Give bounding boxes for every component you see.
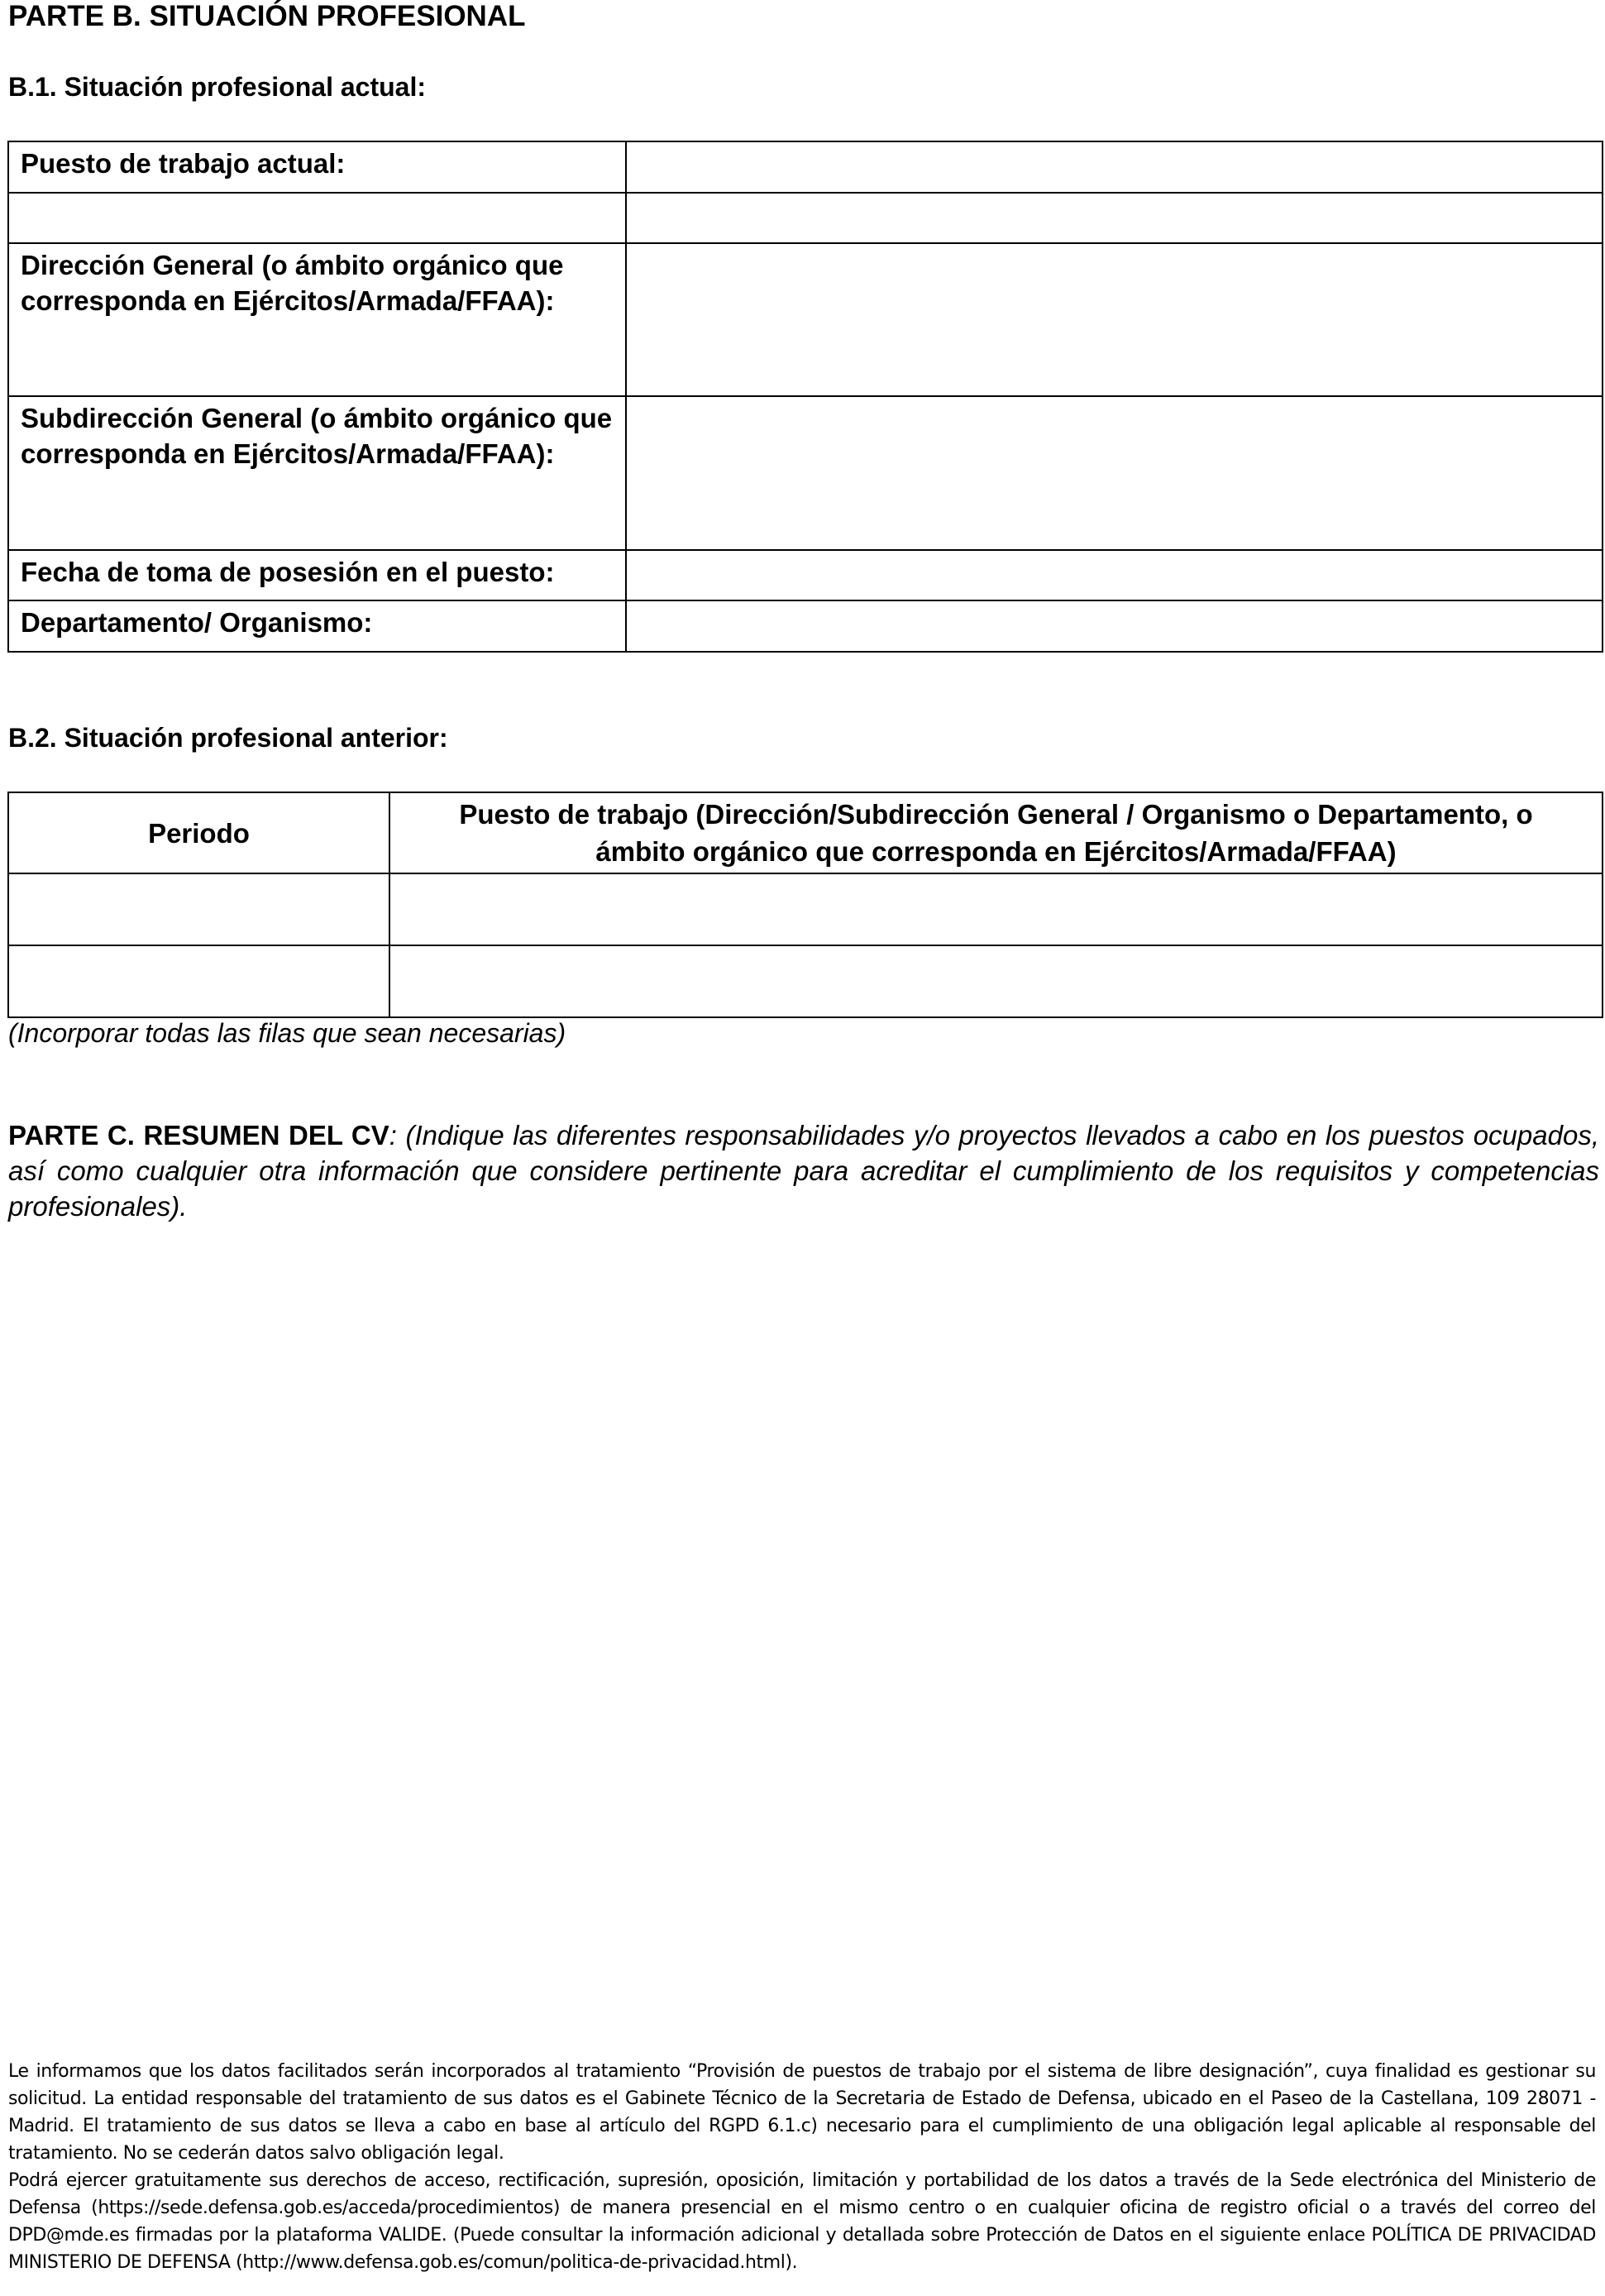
table-row: [8, 243, 1603, 396]
data-protection-notice: [8, 2058, 1596, 2276]
legal-paragraph-1: Le informamos que los datos facilitados serán incorporados al tratamiento “Provisión de puestos de trabajo por el sistema de libre designación”, cuya finalidad es gestionar su solicitud. La entidad responsable del tratamiento de sus datos es el Gabinete Técnico de la Secretaria de Estado de Defensa, ubicado en el Paseo de la Castellana, 109 28071 - Madrid. El tratamiento de sus datos se lleva a cabo en base al artículo del RGPD 6.1.c) necesario para el cumplimiento de una obligación legal aplicable al responsable del tratamiento. No se cederán datos salvo obligación legal.: [8, 2061, 1596, 2164]
general-directorate-field[interactable]: [626, 243, 1603, 396]
table-row: [8, 600, 1603, 652]
legal-paragraph-2: Podrá ejercer gratuitamente sus derechos de acceso, rectificación, supresión, oposición, limitación y portabilidad de los datos a través de la Sede electrónica del Ministerio de Defensa (https://sede.defensa.gob.es/acceda/procedimientos) de manera presencial en el mismo centro o en cualquier oficina de registro oficial o a través del correo del DPD@mde.es firmadas por la plataforma VALIDE. (Puede consultar la información adicional y detallada sobre Protección de Datos en el siguiente enlace POLÍTICA DE PRIVACIDAD MINISTERIO DE DEFENSA (http://www.defensa.gob.es/comun/politica-de-privacidad.html).: [8, 2170, 1596, 2273]
period-field[interactable]: [8, 873, 389, 945]
table-row: [8, 141, 1603, 193]
part-b-title: PARTE B. SITUACIÓN PROFESIONAL: [8, 0, 526, 32]
part-c-block: [8, 1117, 1599, 1224]
table-row: [8, 193, 1603, 243]
part-c-title: PARTE C. RESUMEN DEL CV: [8, 1120, 389, 1150]
b1-current-position-table: [7, 141, 1603, 653]
table-header-row: [8, 792, 1603, 873]
table-row: [8, 945, 1603, 1017]
sub-directorate-field[interactable]: [626, 396, 1603, 550]
general-directorate-label: Dirección General (o ámbito orgánico que corresponda en Ejércitos/Armada/FFAA):: [8, 243, 626, 396]
table-row: [8, 873, 1603, 945]
b2-title: B.2. Situación profesional anterior:: [8, 723, 448, 753]
table-row: [8, 396, 1603, 550]
current-job-field[interactable]: [626, 141, 1603, 193]
position-header: Puesto de trabajo (Dirección/Subdirección General / Organismo o Departamento, o ámbito orgánico que corresponda en Ejércitos/Armada/FFAA): [389, 792, 1603, 873]
department-label: Departamento/ Organismo:: [8, 600, 626, 652]
part-c-instructions: : (Indique las diferentes responsabilidades y/o proyectos llevados a cabo en los puestos ocupados, así como cualquier otra información que considere pertinente para acreditar el cumplimiento de los requisitos y competencias profesionales).: [8, 1120, 1599, 1222]
blank-row-label: [8, 193, 626, 243]
department-field[interactable]: [626, 600, 1603, 652]
position-field[interactable]: [389, 945, 1603, 1017]
current-job-label: Puesto de trabajo actual:: [8, 141, 626, 193]
period-field[interactable]: [8, 945, 389, 1017]
start-date-field[interactable]: [626, 550, 1603, 600]
table-row: [8, 550, 1603, 600]
b1-title: B.1. Situación profesional actual:: [8, 72, 426, 102]
sub-directorate-label: Subdirección General (o ámbito orgánico que corresponda en Ejércitos/Armada/FFAA):: [8, 396, 626, 550]
add-rows-note: (Incorporar todas las filas que sean necesarias): [8, 1018, 566, 1048]
period-header: Periodo: [8, 792, 389, 873]
blank-row-field[interactable]: [626, 193, 1603, 243]
position-field[interactable]: [389, 873, 1603, 945]
start-date-label: Fecha de toma de posesión en el puesto:: [8, 550, 626, 600]
b2-previous-positions-table: [7, 792, 1603, 1018]
